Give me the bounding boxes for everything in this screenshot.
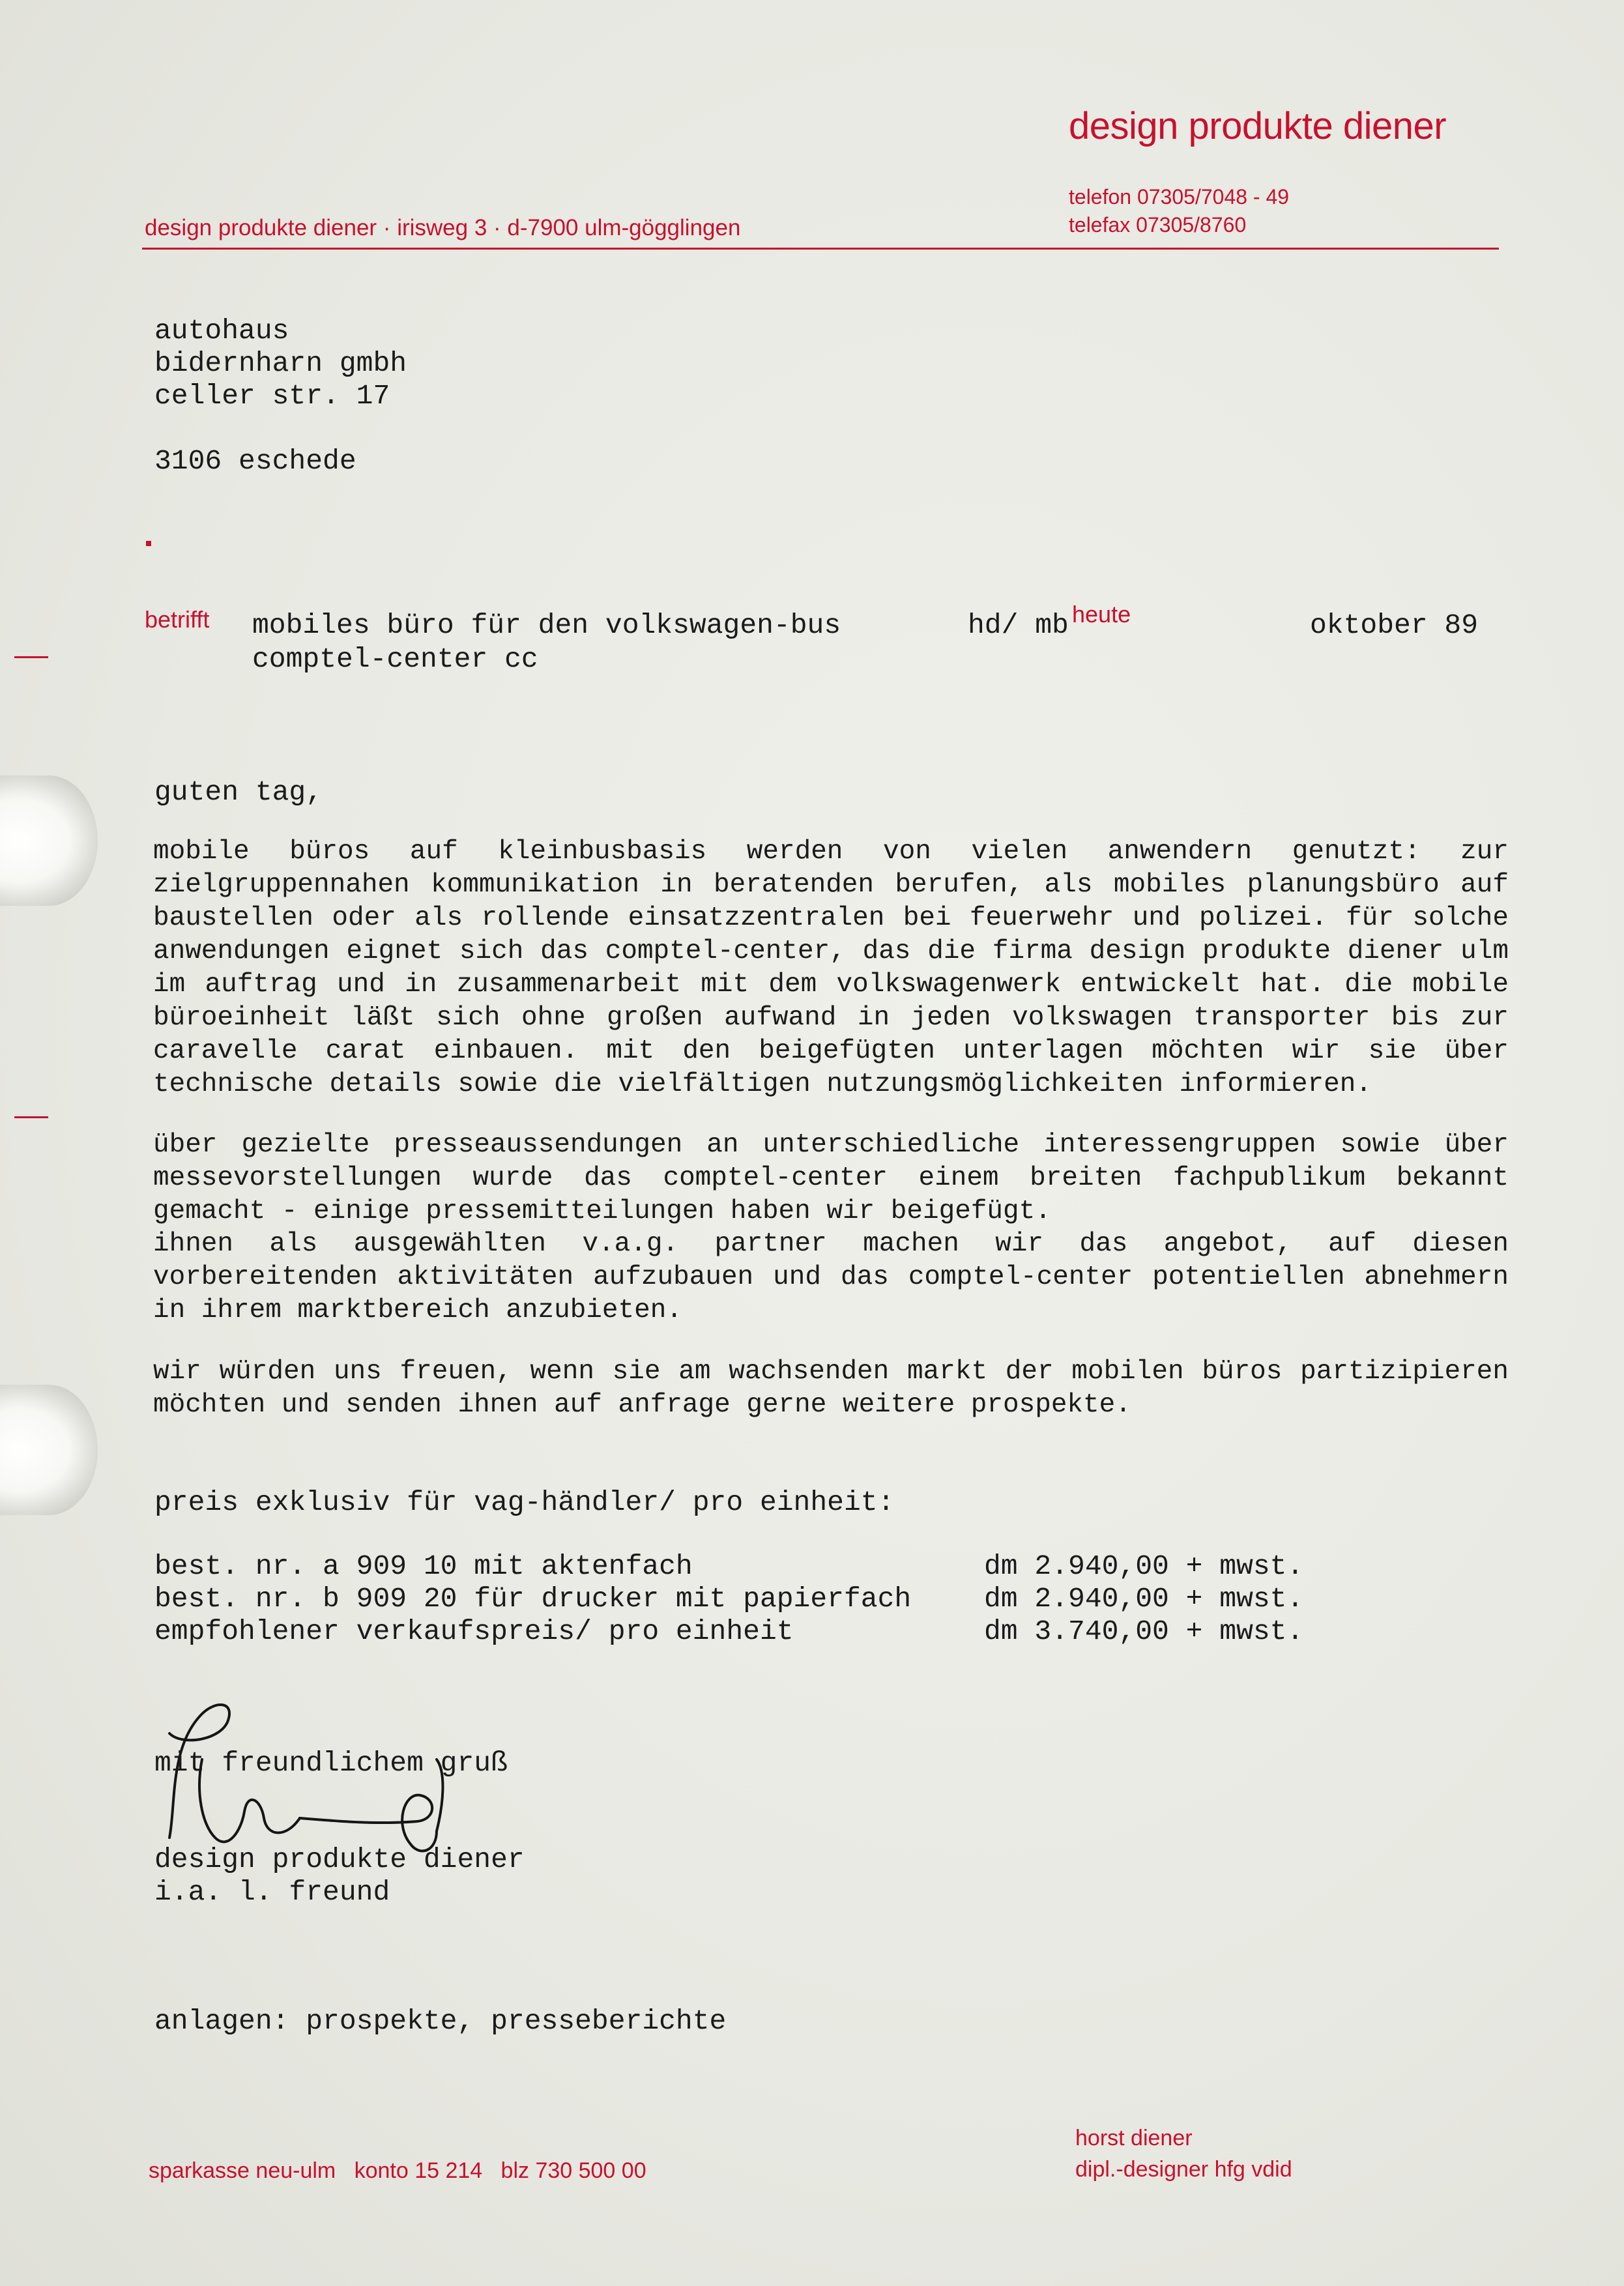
fold-mark-top: [14, 656, 48, 658]
footer-title: dipl.-designer hfg vdid: [1075, 2157, 1292, 2182]
pricing-heading: preis exklusiv für vag-händler/ pro einheit:: [154, 1486, 895, 1518]
price-row-item: best. nr. a 909 10 mit aktenfach: [154, 1550, 693, 1582]
price-row-item: best. nr. b 909 20 für drucker mit papierfach: [154, 1583, 912, 1615]
recipient-line3: celler str. 17: [154, 380, 390, 412]
closing-signer: i.a. l. freund: [154, 1876, 390, 1908]
price-row-item: empfohlener verkaufspreis/ pro einheit: [154, 1615, 794, 1647]
letterhead-brand: design produkte diener: [1069, 105, 1447, 147]
recipient-line4: 3106 eschede: [154, 445, 356, 477]
price-row-price: dm 2.940,00 + mwst.: [984, 1550, 1304, 1582]
letterhead-rule: [142, 248, 1499, 250]
sender-line: design produkte diener · irisweg 3 · d-7900 ulm-gögglingen: [145, 215, 741, 240]
price-row-price: dm 2.940,00 + mwst.: [984, 1583, 1304, 1615]
subject-label: betrifft: [145, 606, 210, 633]
subject-line2: comptel-center cc: [252, 643, 538, 675]
fold-mark-middle: [14, 1116, 48, 1118]
subject-reference: hd/ mb: [968, 609, 1069, 641]
body-paragraph-3: wir würden uns freuen, wenn sie am wachsenden markt der mobilen büros partizipieren möchten und senden ihnen auf anfrage gerne weitere prospekte.: [153, 1357, 1509, 1420]
closing-greeting: mit freundlichem gruß: [154, 1747, 508, 1779]
date-label: heute: [1072, 601, 1131, 628]
greeting: guten tag,: [154, 776, 323, 808]
subject-line1: mobiles büro für den volkswagen-bus: [252, 609, 841, 641]
recipient-line2: bidernharn gmbh: [154, 347, 407, 379]
body-paragraph-2b: ihnen als ausgewählten v.a.g. partner machen wir das angebot, auf diesen vorbereitenden aktivitäten aufzubauen und das comptel-center potentiellen abnehmern in ihrem marktbereich anzubieten.: [153, 1229, 1509, 1325]
price-row-price: dm 3.740,00 + mwst.: [984, 1615, 1304, 1647]
letterhead-fax: telefax 07305/8760: [1069, 213, 1247, 237]
footer-name: horst diener: [1075, 2126, 1193, 2150]
bank-details: sparkasse neu-ulm konto 15 214 blz 730 500 00: [149, 2158, 646, 2183]
marker-dot: [146, 541, 151, 546]
letter-date: oktober 89: [1310, 609, 1479, 641]
letterhead-phone: telefon 07305/7048 - 49: [1069, 185, 1290, 209]
punch-hole-bottom: [0, 1385, 98, 1515]
closing-company: design produkte diener: [154, 1844, 525, 1875]
body-paragraph-1: mobile büros auf kleinbusbasis werden von vielen anwendern genutzt: zur zielgruppennahen kommunikation in beratenden berufen, als mobiles planungsbüro auf baustellen oder als rollende einsatzzentralen bei feuerwehr und polizei. für solche anwendungen eignet sich das comptel-center, das die firma design produkte diener ulm im auftrag und in zusammenarbeit mit dem volkswagenwerk entwickelt hat. die mobile büroeinheit läßt sich ohne großen aufwand in jeden volkswagen transporter bis zur caravelle carat einbauen. mit den beigefügten unterlagen möchten wir sie über technische details sowie die vielfältigen nutzungsmöglichkeiten informieren.: [153, 837, 1509, 1099]
attachments-line: anlagen: prospekte, presseberichte: [154, 2005, 727, 2037]
body-paragraph-2a: über gezielte presseaussendungen an unterschiedliche interessengruppen sowie über messevorstellungen wurde das comptel-center einem breiten fachpublikum bekannt gemacht - einige pressemitteilungen haben wir beigefügt.: [153, 1130, 1509, 1226]
punch-hole-top: [0, 775, 98, 906]
recipient-line1: autohaus: [154, 315, 289, 347]
